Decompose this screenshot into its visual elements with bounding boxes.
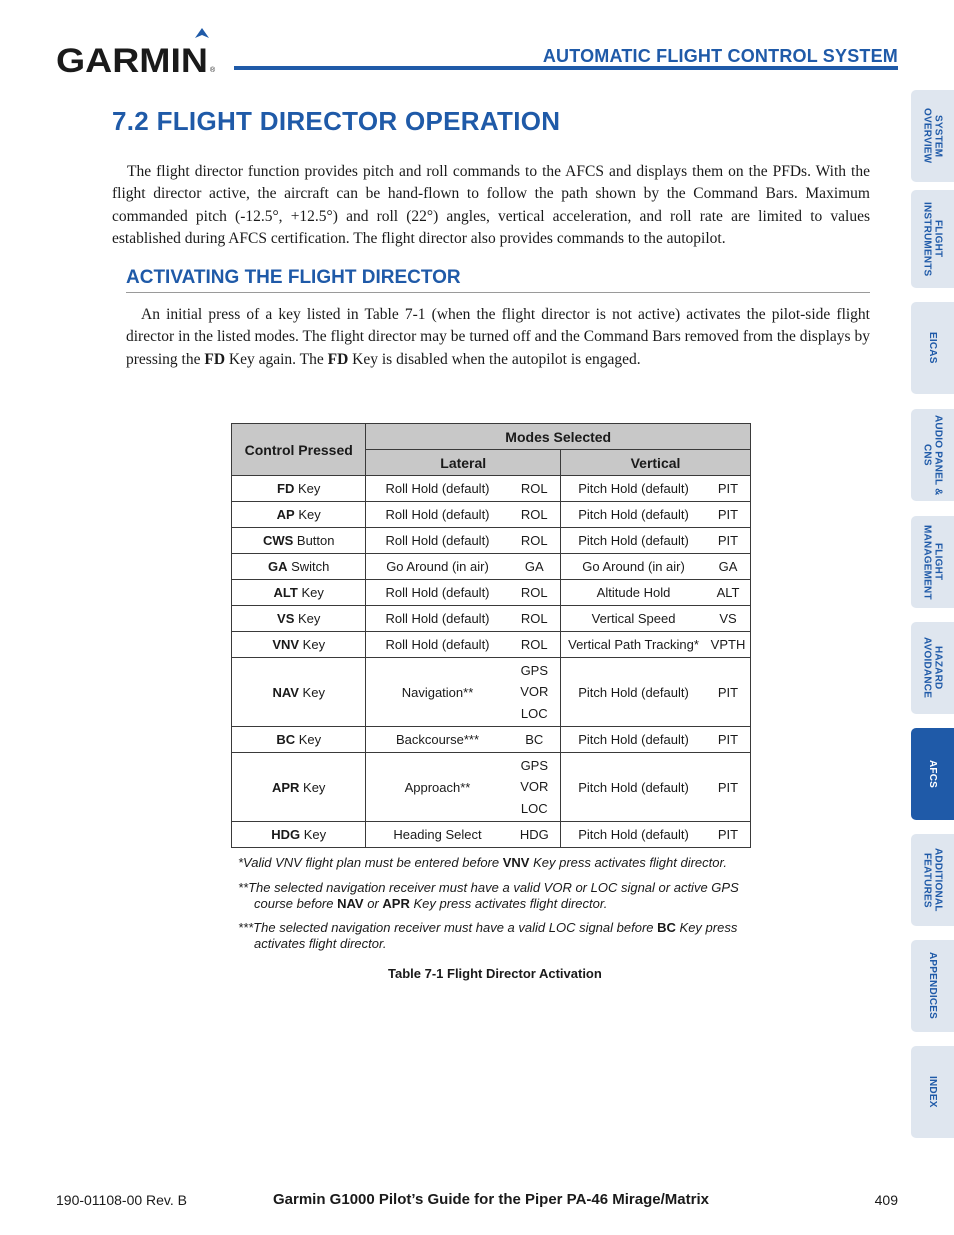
vertical-mode-cell: Pitch Hold (default): [561, 822, 707, 848]
table-row: [232, 606, 751, 632]
activation-paragraph: An initial press of a key listed in Table 7-1 (when the flight director is not active) activates the pilot-side flight director in the listed modes. The flight director may be turned off and the Command Bars removed from the displays by pressing the FD Key again. The FD Key is disabled when the autopilot is engaged.: [126, 306, 870, 368]
vertical-code-cell: ALT: [706, 580, 750, 606]
vertical-mode-cell: Pitch Hold (default): [561, 502, 707, 528]
footnote-vnv: *Valid VNV flight plan must be entered before VNV Key press activates flight director.: [238, 855, 727, 870]
side-tab-label: ADDITIONAL FEATURES: [921, 848, 944, 912]
lateral-code: LOC: [520, 800, 548, 816]
footnote-bc: ***The selected navigation receiver must have a valid LOC signal before BC Key press activates flight director.: [238, 920, 738, 951]
lateral-code-cell: [509, 753, 561, 822]
table-row: [232, 580, 751, 606]
side-tab-hazard-avoidance[interactable]: [911, 622, 954, 714]
svg-text:®: ®: [210, 67, 216, 74]
vertical-code-cell: PIT: [706, 502, 750, 528]
lateral-code-cell: ROL: [509, 606, 561, 632]
vertical-mode-cell: Pitch Hold (default): [561, 658, 707, 727]
table-row: [232, 753, 751, 822]
vertical-code-cell: PIT: [706, 476, 750, 502]
side-tab-label: SYSTEM OVERVIEW: [921, 108, 944, 164]
lateral-code-cell: GA: [509, 554, 561, 580]
header-modes-selected: Modes Selected: [366, 424, 751, 450]
side-tab-label: INDEX: [927, 1076, 938, 1108]
control-cell: VS Key: [232, 606, 366, 632]
side-tab-system-overview[interactable]: [911, 90, 954, 182]
lateral-mode-cell: Roll Hold (default): [366, 528, 509, 554]
footer-doc-number: 190-01108-00 Rev. B: [56, 1192, 188, 1208]
table-row: [232, 502, 751, 528]
vertical-code-cell: PIT: [706, 658, 750, 727]
garmin-logo-icon: [56, 28, 218, 76]
lateral-code: VOR: [520, 684, 549, 700]
intro-paragraph: The flight director function provides pitch and roll commands to the AFCS and displays them on the PFDs. With the flight director active, the aircraft can be hand-flown to follow the path shown by the Command Bars. Maximum commanded pitch (-12.5°, +12.5°) and roll (22°) angles, vertical acceleration, and roll rate are limited to values established during AFCS certification. The flight director also provides commands to the autopilot.: [112, 163, 870, 247]
footer-page-number: 409: [874, 1192, 898, 1208]
svg-text:GARMIN: GARMIN: [56, 42, 208, 76]
vertical-code-cell: PIT: [706, 528, 750, 554]
side-tab-flight-management[interactable]: [911, 516, 954, 608]
section-title: AUTOMATIC FLIGHT CONTROL SYSTEM: [542, 46, 898, 66]
header-vertical: Vertical: [561, 450, 751, 476]
control-cell: APR Key: [232, 753, 366, 822]
lateral-code-cell: BC: [509, 727, 561, 753]
side-tab-label: HAZARD AVOIDANCE: [921, 637, 944, 699]
side-tab-label: FLIGHT MANAGEMENT: [921, 524, 944, 600]
lateral-mode-cell: Roll Hold (default): [366, 476, 509, 502]
table-row: [232, 822, 751, 848]
lateral-code-cell: ROL: [509, 580, 561, 606]
side-tab-label: APPENDICES: [927, 952, 938, 1020]
garmin-logo: [56, 28, 218, 76]
subheading: ACTIVATING THE FLIGHT DIRECTOR: [126, 267, 870, 293]
lateral-mode-cell: Roll Hold (default): [366, 606, 509, 632]
lateral-code-cell: ROL: [509, 528, 561, 554]
table-row: [232, 632, 751, 658]
side-tab-eicas[interactable]: [911, 302, 954, 394]
side-tab-label: AFCS: [927, 759, 938, 789]
lateral-mode-cell: Roll Hold (default): [366, 632, 509, 658]
table-row: [232, 528, 751, 554]
vertical-code-cell: VS: [706, 606, 750, 632]
vertical-mode-cell: Pitch Hold (default): [561, 528, 707, 554]
footnote-nav-apr: **The selected navigation receiver must have a valid VOR or LOC signal or active GPS course before NAV or APR Key press activates flight director.: [238, 880, 739, 911]
table-row: [232, 476, 751, 502]
control-cell: CWS Button: [232, 528, 366, 554]
lateral-code-cell: ROL: [509, 632, 561, 658]
lateral-mode-cell: Go Around (in air): [366, 554, 509, 580]
vertical-mode-cell: Vertical Path Tracking*: [561, 632, 707, 658]
control-cell: NAV Key: [232, 658, 366, 727]
lateral-mode-cell: Heading Select: [366, 822, 509, 848]
lateral-code-cell: HDG: [509, 822, 561, 848]
table-row: [232, 554, 751, 580]
side-tab-label: AUDIO PANEL & CNS: [921, 414, 944, 496]
vertical-mode-cell: Pitch Hold (default): [561, 727, 707, 753]
table-caption: Table 7-1 Flight Director Activation: [388, 966, 602, 981]
lateral-mode-cell: Navigation**: [366, 658, 509, 727]
lateral-mode-cell: Roll Hold (default): [366, 580, 509, 606]
vertical-mode-cell: Go Around (in air): [561, 554, 707, 580]
vertical-code-cell: GA: [706, 554, 750, 580]
vertical-code-cell: PIT: [706, 727, 750, 753]
table-row: [232, 727, 751, 753]
side-tab-audio-panel-cns[interactable]: [911, 409, 954, 501]
header-lateral: Lateral: [366, 450, 561, 476]
vertical-mode-cell: Pitch Hold (default): [561, 753, 707, 822]
table-row: [232, 658, 751, 727]
side-tab-appendices[interactable]: [911, 940, 954, 1032]
control-cell: FD Key: [232, 476, 366, 502]
page-heading: 7.2 FLIGHT DIRECTOR OPERATION: [112, 106, 561, 136]
vertical-code-cell: VPTH: [706, 632, 750, 658]
side-tab-index[interactable]: [911, 1046, 954, 1138]
flight-director-table: [231, 423, 751, 848]
lateral-code-cell: ROL: [509, 502, 561, 528]
lateral-mode-cell: Backcourse***: [366, 727, 509, 753]
vertical-mode-cell: Vertical Speed: [561, 606, 707, 632]
lateral-code-cell: [509, 658, 561, 727]
lateral-code: LOC: [520, 705, 548, 721]
vertical-mode-cell: Pitch Hold (default): [561, 476, 707, 502]
vertical-code-cell: PIT: [706, 822, 750, 848]
control-cell: VNV Key: [232, 632, 366, 658]
lateral-code-cell: ROL: [509, 476, 561, 502]
lateral-code: GPS: [520, 662, 549, 678]
lateral-code: GPS: [520, 757, 549, 773]
vertical-code-cell: PIT: [706, 753, 750, 822]
lateral-mode-cell: Roll Hold (default): [366, 502, 509, 528]
header-control-pressed: Control Pressed: [232, 424, 366, 476]
side-tab-flight-instruments[interactable]: [911, 190, 954, 288]
control-cell: HDG Key: [232, 822, 366, 848]
side-tab-additional-features[interactable]: [911, 834, 954, 926]
lateral-code: VOR: [520, 779, 549, 795]
side-tab-afcs[interactable]: [911, 728, 954, 820]
control-cell: GA Switch: [232, 554, 366, 580]
side-tab-label: FLIGHT INSTRUMENTS: [921, 201, 944, 277]
side-tab-label: EICAS: [927, 332, 938, 364]
control-cell: ALT Key: [232, 580, 366, 606]
control-cell: AP Key: [232, 502, 366, 528]
lateral-mode-cell: Approach**: [366, 753, 509, 822]
control-cell: BC Key: [232, 727, 366, 753]
vertical-mode-cell: Altitude Hold: [561, 580, 707, 606]
footer-title: Garmin G1000 Pilot’s Guide for the Piper PA-46 Mirage/Matrix: [273, 1191, 709, 1208]
